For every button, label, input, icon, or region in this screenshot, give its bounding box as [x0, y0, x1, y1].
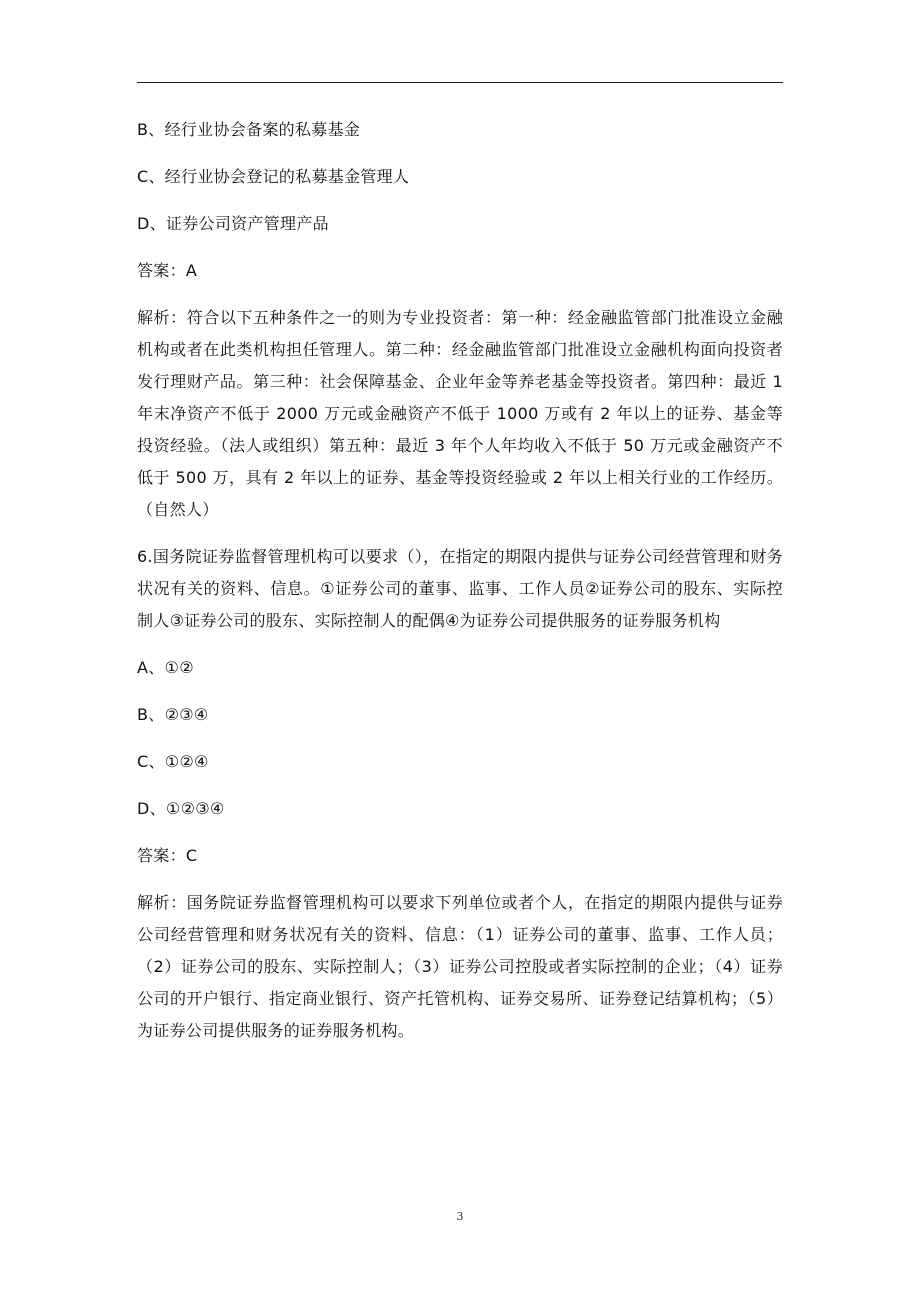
q6-option-c: C、①②④: [137, 752, 209, 771]
q6-answer: 答案：C: [137, 846, 198, 865]
q5-option-b: B、经行业协会备案的私募基金: [137, 120, 361, 139]
q6-option-a: A、①②: [137, 658, 194, 677]
document-body: [137, 114, 783, 1047]
q5-analysis: 解析：符合以下五种条件之一的则为专业投资者：第一种：经金融监管部门批准设立金融机构或者在此类机构担任管理人。第二种：经金融监管部门批准设立金融机构面向投资者发行理财产品。第三种：社会保障基金、企业年金等养老基金等投资者。第四种：最近 1 年末净资产不低于 2000 万元或金融资产不低于 1000 万或有 2 年以上的证券、基金等投资经验。（法人或组织）第五种：最近 3 年个人年均收入不低于 50 万元或金融资产不低于 500 万，具有 2 年以上的证券、基金等投资经验或 2 年以上相关行业的工作经历。（自然人）: [137, 308, 783, 519]
q6-analysis: 解析：国务院证券监督管理机构可以要求下列单位或者个人，在指定的期限内提供与证券公司经营管理和财务状况有关的资料、信息：（1）证券公司的董事、监事、工作人员；（2）证券公司的股东、实际控制人；（3）证券公司控股或者实际控制的企业；（4）证券公司的开户银行、指定商业银行、资产托管机构、证券交易所、证券登记结算机构；（5）为证券公司提供服务的证券服务机构。: [137, 893, 783, 1040]
page-number: 3: [456, 1210, 464, 1223]
header-rule: [137, 82, 783, 83]
q6-option-b: B、②③④: [137, 705, 209, 724]
q5-option-c: C、经行业协会登记的私募基金管理人: [137, 167, 410, 186]
q6-stem: 6.国务院证券监督管理机构可以要求（），在指定的期限内提供与证券公司经营管理和财务状况有关的资料、信息。①证券公司的董事、监事、工作人员②证券公司的股东、实际控制人③证券公司的股东、实际控制人的配偶④为证券公司提供服务的证券服务机构: [137, 547, 783, 630]
q5-option-d: D、证券公司资产管理产品: [137, 214, 329, 233]
q5-answer: 答案：A: [137, 261, 198, 280]
q6-option-d: D、①②③④: [137, 799, 225, 818]
